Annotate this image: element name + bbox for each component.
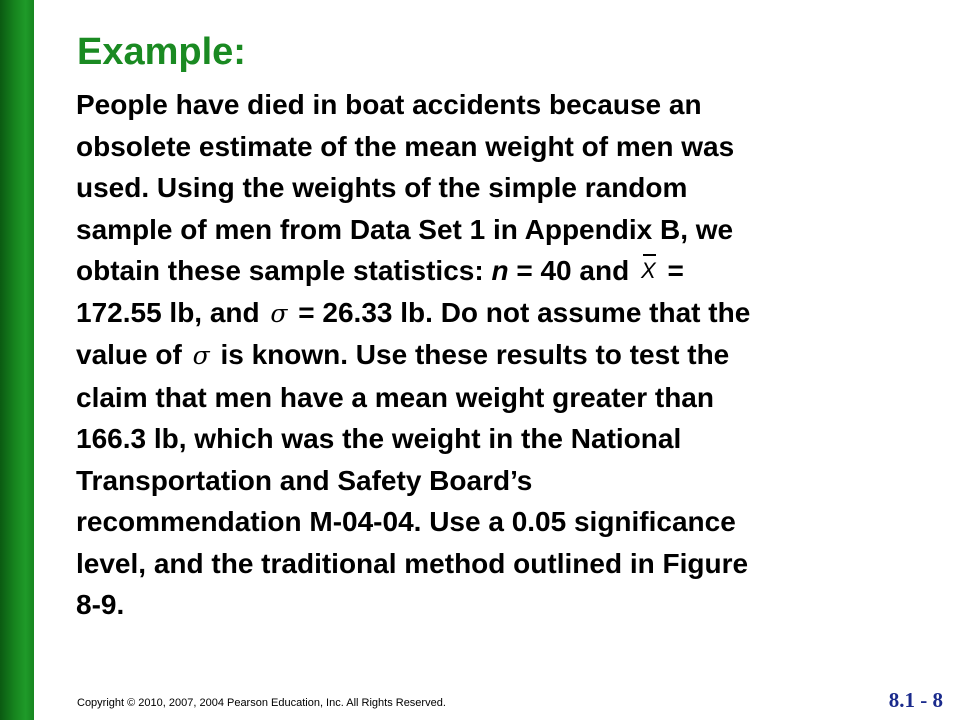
body-text-fragment: is known. Use these results to test the: [212, 339, 730, 370]
overline-mark: [643, 254, 656, 256]
body-line: level, and the traditional method outlined in Figure: [76, 547, 749, 579]
x-bar-symbol: [637, 260, 660, 282]
left-accent-bar: [0, 0, 34, 720]
sigma-symbol: σ: [270, 298, 288, 328]
body-text-fragment: =: [659, 255, 684, 286]
body-text-fragment: = 40 and: [508, 255, 637, 286]
body-line-sample-statistics: [76, 250, 916, 292]
sigma-symbol: σ: [192, 341, 210, 370]
body-line: Transportation and Safety Board’s: [76, 464, 533, 496]
slide-number: 8.1 - 8: [888, 688, 943, 712]
body-line: used. Using the weights of the simple random: [76, 172, 688, 203]
slide-body-text: [76, 84, 916, 626]
body-text-fragment: obtain these sample statistics:: [76, 255, 492, 286]
body-line: People have died in boat accidents because an: [76, 89, 702, 120]
body-line-sigma-value: [76, 292, 916, 335]
body-text-fragment: = 26.33 lb. Do not assume that the: [290, 296, 751, 328]
body-line: recommendation M-04-04. Use a 0.05 significance: [76, 506, 736, 537]
x-bar-letter: X: [640, 258, 656, 283]
body-text-fragment: value of: [76, 339, 190, 370]
copyright-notice: Copyright © 2010, 2007, 2004 Pearson Education, Inc. All Rights Reserved.: [77, 697, 446, 709]
body-line: obsolete estimate of the mean weight of men was: [76, 130, 735, 162]
body-line: sample of men from Data Set 1 in Appendix B, we: [76, 213, 734, 245]
body-line: 8-9.: [76, 589, 125, 620]
body-line-sigma-known: [76, 334, 916, 377]
n-symbol: n: [491, 255, 509, 286]
body-line: 166.3 lb, which was the weight in the National: [76, 423, 682, 454]
slide-title: Example:: [77, 31, 246, 73]
body-text-fragment: 172.55 lb, and: [76, 296, 268, 328]
body-line: claim that men have a mean weight greater than: [76, 381, 714, 413]
